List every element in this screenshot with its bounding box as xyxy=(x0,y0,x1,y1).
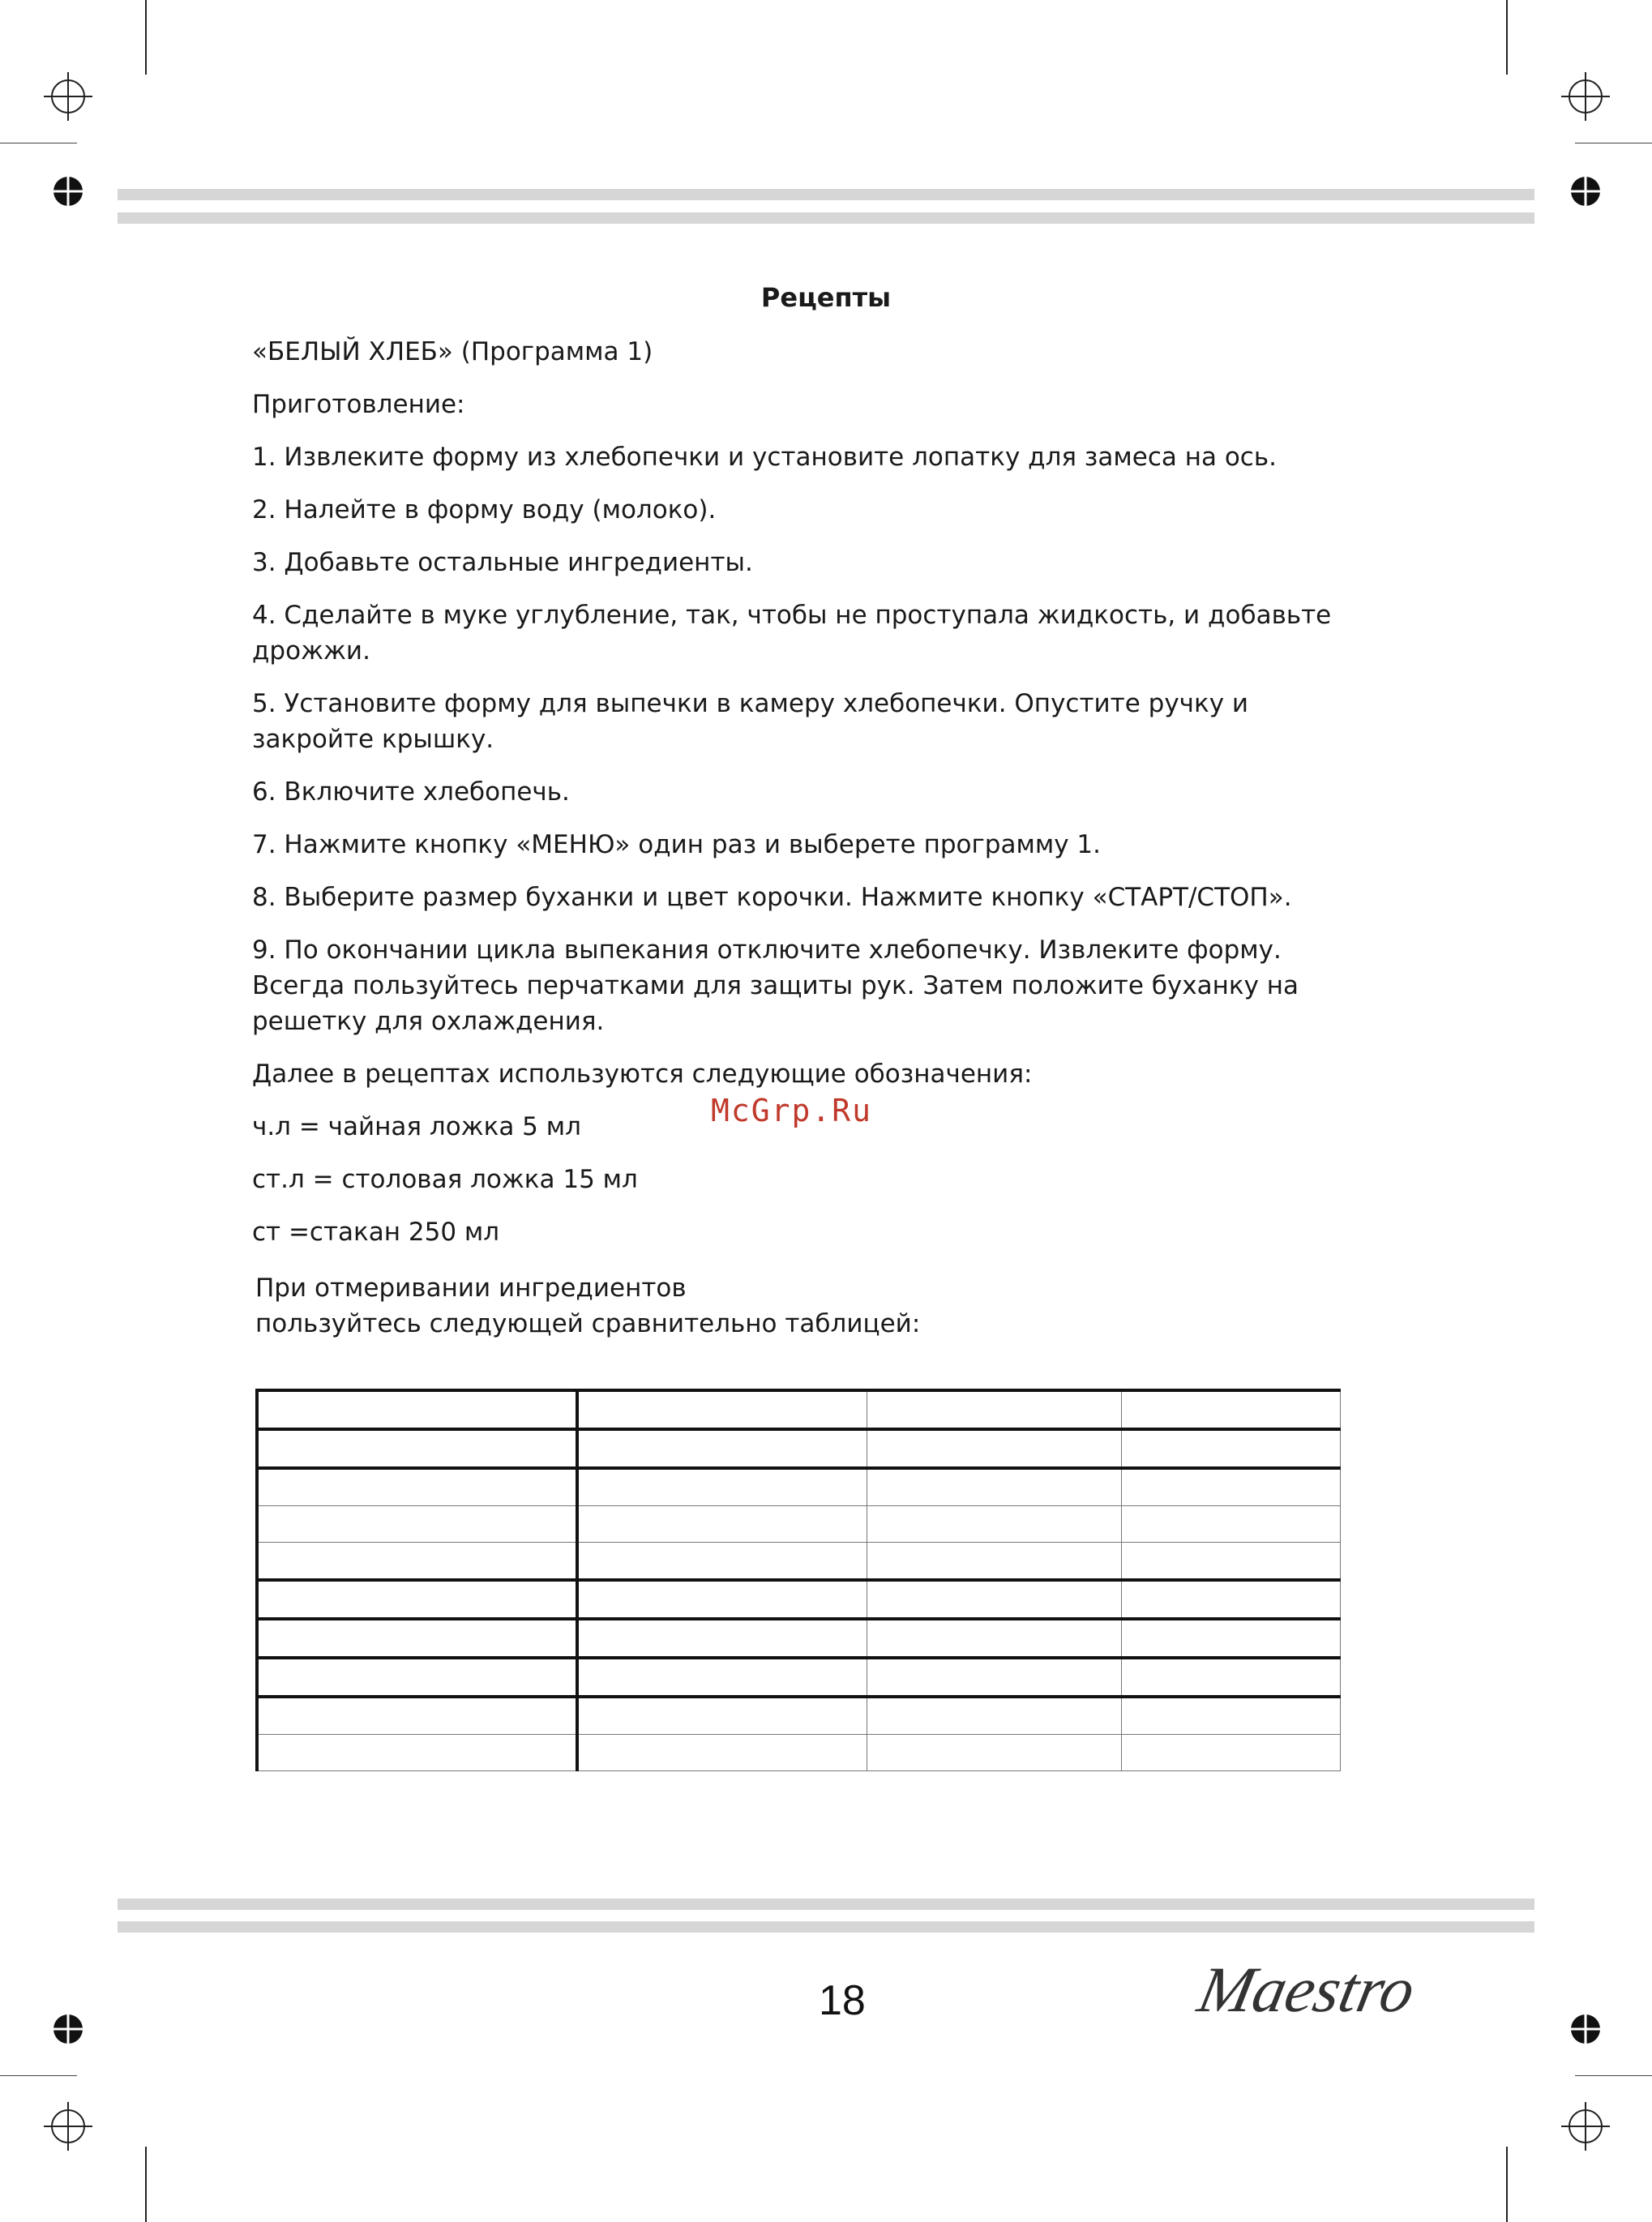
table-cell xyxy=(867,1619,1122,1658)
legend-intro: Далее в рецептах используются следующие обозначения: xyxy=(252,1060,1033,1089)
step-item: 8. Выберите размер буханки и цвет корочки. Нажмите кнопку «СТАРТ/СТОП». xyxy=(252,883,1292,912)
table-cell xyxy=(1122,1543,1341,1581)
registration-dot-icon xyxy=(1568,2011,1603,2047)
crop-mark xyxy=(1506,0,1508,75)
table-cell xyxy=(1122,1468,1341,1506)
table-cell xyxy=(867,1697,1122,1735)
table-row xyxy=(257,1735,1341,1771)
crop-mark xyxy=(1575,2075,1652,2076)
table-cell xyxy=(867,1580,1122,1619)
crop-mark xyxy=(145,2147,147,2222)
crop-mark xyxy=(1506,2147,1508,2222)
table-note-line: При отмеривании ингредиентов xyxy=(255,1274,687,1303)
table-row xyxy=(257,1506,1341,1543)
preparation-label: Приготовление: xyxy=(252,390,465,419)
registration-dot-icon xyxy=(50,2011,86,2047)
page-number: 18 xyxy=(819,1977,866,2024)
table-cell xyxy=(257,1468,577,1506)
table-cell xyxy=(1122,1429,1341,1468)
table-cell xyxy=(867,1543,1122,1581)
registration-mark-icon xyxy=(44,2102,92,2151)
registration-mark-icon xyxy=(44,72,92,121)
table-cell xyxy=(257,1580,577,1619)
table-row xyxy=(257,1429,1341,1468)
step-item: 4. Сделайте в муке углубление, так, чтобы не проступала жидкость, и добавьте дрожжи. xyxy=(252,601,1332,666)
table-row xyxy=(257,1658,1341,1697)
table-cell xyxy=(577,1735,867,1771)
table-cell xyxy=(867,1658,1122,1697)
table-cell xyxy=(257,1658,577,1697)
table-cell xyxy=(257,1429,577,1468)
legend-item: ст.л = столовая ложка 15 мл xyxy=(252,1165,638,1194)
table-cell xyxy=(577,1580,867,1619)
table-note-line: пользуйтесь следующей сравнительно таблицей: xyxy=(255,1309,921,1338)
table-cell xyxy=(1122,1658,1341,1697)
table-cell xyxy=(577,1506,867,1543)
step-item: 2. Налейте в форму воду (молоко). xyxy=(252,495,717,524)
step-item: 3. Добавьте остальные ингредиенты. xyxy=(252,548,753,577)
step-item: 9. По окончании цикла выпекания отключите хлебопечку. Извлеките форму. Всегда пользуйтесь перчатками для защиты рук. Затем положите буханку на решетку для охлаждения. xyxy=(252,935,1299,1036)
table-row xyxy=(257,1619,1341,1658)
table-cell xyxy=(1122,1735,1341,1771)
table-cell xyxy=(257,1506,577,1543)
table-cell xyxy=(1122,1697,1341,1735)
footer-bar xyxy=(118,1921,1534,1933)
crop-mark xyxy=(0,2075,77,2076)
crop-mark xyxy=(145,0,147,75)
table-cell xyxy=(867,1506,1122,1543)
header-bar xyxy=(118,212,1534,224)
table-cell xyxy=(867,1468,1122,1506)
legend-item: ч.л = чайная ложка 5 мл xyxy=(252,1112,581,1141)
table-cell xyxy=(257,1543,577,1581)
table-cell xyxy=(577,1658,867,1697)
table-cell xyxy=(577,1543,867,1581)
table-cell xyxy=(867,1735,1122,1771)
legend-item: ст =стакан 250 мл xyxy=(252,1218,500,1247)
table-cell xyxy=(257,1390,577,1429)
step-item: 5. Установите форму для выпечки в камеру хлебопечки. Опустите ручку и закройте крышку. xyxy=(252,689,1249,754)
measurement-table xyxy=(255,1389,1341,1771)
table-cell xyxy=(577,1697,867,1735)
registration-dot-icon xyxy=(50,173,86,209)
table-cell xyxy=(577,1619,867,1658)
table-note xyxy=(255,1270,920,1342)
registration-mark-icon xyxy=(1561,2102,1610,2151)
table-cell xyxy=(577,1468,867,1506)
watermark: McGrp.Ru xyxy=(711,1093,873,1128)
step-item: 7. Нажмите кнопку «МЕНЮ» один раз и выберете программу 1. xyxy=(252,830,1102,859)
table-row xyxy=(257,1468,1341,1506)
table-cell xyxy=(867,1390,1122,1429)
table-cell xyxy=(1122,1506,1341,1543)
registration-mark-icon xyxy=(1561,72,1610,121)
table-row xyxy=(257,1543,1341,1581)
brand-logo: Maestro xyxy=(1192,1954,1422,2026)
table-cell xyxy=(257,1619,577,1658)
table-row xyxy=(257,1580,1341,1619)
registration-dot-icon xyxy=(1568,173,1603,209)
table-cell xyxy=(1122,1390,1341,1429)
recipe-name: «БЕЛЫЙ ХЛЕБ» (Программа 1) xyxy=(252,337,653,366)
table-cell xyxy=(577,1390,867,1429)
table-cell xyxy=(867,1429,1122,1468)
table-cell xyxy=(257,1697,577,1735)
header-bar xyxy=(118,189,1534,200)
table-row xyxy=(257,1697,1341,1735)
table-row xyxy=(257,1390,1341,1429)
table-cell xyxy=(577,1429,867,1468)
table-cell xyxy=(1122,1580,1341,1619)
footer-bar xyxy=(118,1899,1534,1910)
step-item: 6. Включите хлебопечь. xyxy=(252,777,570,807)
step-item: 1. Извлеките форму из хлебопечки и установите лопатку для замеса на ось. xyxy=(252,443,1277,472)
table-cell xyxy=(1122,1619,1341,1658)
page-title: Рецепты xyxy=(760,282,892,313)
table-cell xyxy=(257,1735,577,1771)
